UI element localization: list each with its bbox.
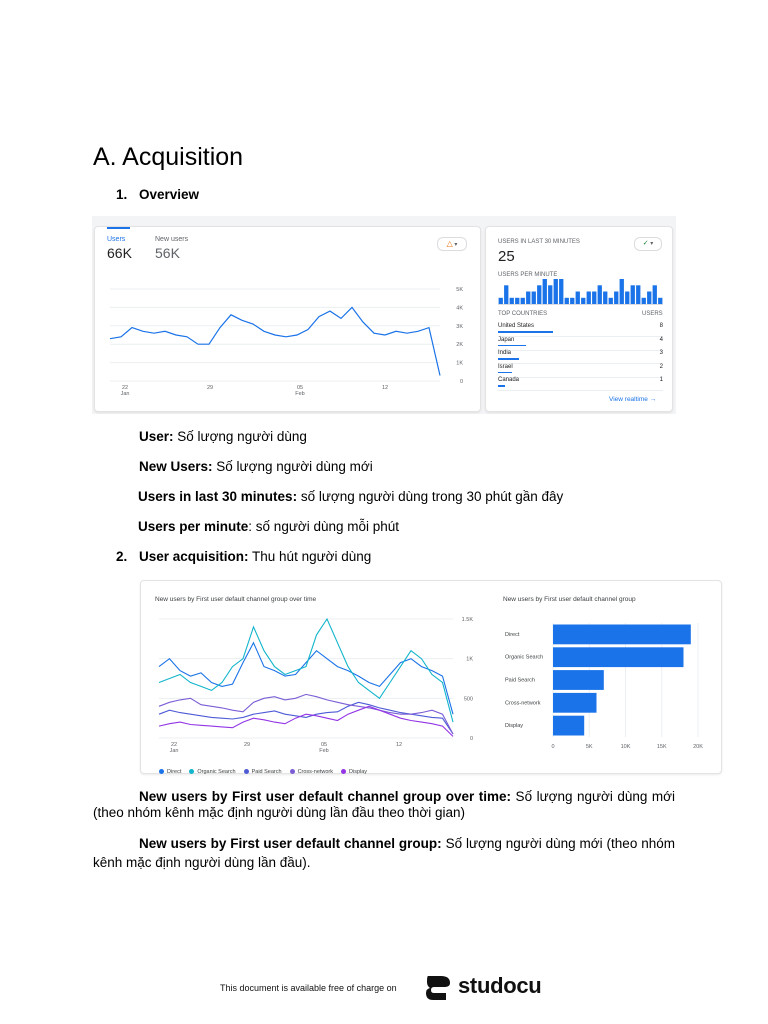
y-tick-label: 0	[459, 379, 463, 385]
x-tick-label: 5K	[585, 744, 593, 750]
line-chart-title: New users by First user default channel group over time	[155, 596, 317, 603]
bar-chart-title: New users by First user default channel group	[503, 596, 636, 603]
country-users: 1	[659, 377, 663, 383]
per-minute-bar	[625, 292, 629, 305]
realtime-label: USERS IN LAST 30 MINUTES	[498, 239, 580, 245]
country-row	[498, 377, 663, 391]
warning-icon: △	[446, 239, 453, 248]
channel-bar	[553, 647, 684, 667]
explanation-over-time	[93, 789, 675, 821]
per-minute-bar	[631, 285, 635, 304]
country-row	[498, 337, 663, 351]
series-line-organic-search	[159, 619, 453, 722]
per-minute-bar	[510, 298, 514, 304]
page-heading: A. Acquisition	[93, 143, 244, 171]
per-minute-bar	[565, 298, 569, 304]
x-tick-label: 22	[170, 742, 178, 748]
realtime-status-button[interactable]	[634, 237, 662, 251]
definition-term: Users in last 30 minutes:	[138, 489, 298, 504]
active-tab-indicator	[107, 227, 130, 229]
explanation-term: New users by First user default channel group over time:	[139, 789, 512, 804]
legend-label: Organic Search	[197, 768, 236, 775]
category-label: Organic Search	[505, 654, 544, 661]
country-users: 3	[659, 350, 663, 356]
realtime-value: 25	[498, 248, 515, 265]
legend-item[interactable]	[244, 769, 282, 775]
per-minute-bar	[504, 285, 508, 304]
y-tick-label: 0	[469, 736, 473, 742]
users-series-line	[110, 307, 440, 375]
legend-dot	[341, 769, 346, 774]
realtime-card	[485, 226, 673, 412]
per-minute-bar	[521, 298, 525, 304]
per-minute-bar	[603, 292, 607, 305]
dropdown-arrow-icon: ▾	[648, 241, 654, 247]
country-name: United States	[498, 323, 535, 329]
x-tick-label: 0	[551, 744, 555, 750]
definition-users-last-30-min	[138, 489, 563, 504]
per-minute-label: USERS PER MINUTE	[498, 272, 558, 278]
explanation-text: Số lượng người dùng mới (theo nhóm kênh mặc định người dùng lần đầu theo thời gian)	[93, 789, 675, 820]
users-per-minute-chart	[498, 279, 663, 305]
definition-text: số lượng người dùng trong 30 phút gần đây	[297, 489, 564, 504]
x-tick-label: 22	[121, 385, 129, 391]
per-minute-bar	[576, 292, 580, 305]
x-tick-label: 15K	[656, 744, 667, 750]
x-tick-label: 12	[381, 385, 389, 391]
legend-label: Direct	[167, 768, 182, 775]
dropdown-arrow-icon: ▾	[452, 242, 458, 248]
definition-users	[139, 429, 307, 444]
country-share-bar	[498, 345, 526, 347]
legend-label: Display	[349, 768, 368, 775]
x-tick-month-label: Jan	[169, 748, 179, 754]
legend-item[interactable]	[341, 769, 367, 775]
x-tick-month-label: Feb	[295, 391, 305, 397]
per-minute-bar	[570, 298, 574, 304]
check-circle-icon: ✓	[642, 240, 649, 247]
y-tick-label: 1K	[456, 360, 463, 367]
per-minute-bar	[614, 292, 618, 305]
x-tick-label: 10K	[620, 744, 631, 750]
per-minute-bar	[653, 285, 657, 304]
section-2-title: User acquisition:	[139, 549, 249, 564]
per-minute-bar	[658, 298, 662, 304]
new-users-metric-label[interactable]: New users	[155, 236, 189, 243]
category-label: Paid Search	[505, 677, 535, 684]
per-minute-bar	[636, 285, 640, 304]
new-users-metric-value: 56K	[155, 245, 180, 261]
definition-term: User:	[139, 429, 174, 444]
definition-term: Users per minute	[138, 519, 249, 534]
section-2-number: 2.	[116, 549, 128, 564]
y-tick-label: 5K	[456, 287, 463, 293]
definition-new-users	[139, 459, 373, 474]
country-row	[498, 323, 663, 337]
section-2-text: Thu hút người dùng	[248, 549, 372, 564]
insights-warning-button[interactable]	[437, 237, 467, 251]
legend-label: Paid Search	[251, 768, 282, 775]
x-tick-label: 05	[296, 385, 304, 391]
channel-line-chart	[141, 611, 481, 756]
per-minute-bar	[526, 292, 530, 305]
country-row	[498, 350, 663, 364]
users-metric-value: 66K	[107, 245, 132, 261]
legend-dot	[159, 769, 164, 774]
category-label: Direct	[505, 631, 520, 638]
x-tick-label: 12	[395, 742, 403, 748]
y-tick-label: 2K	[456, 342, 463, 349]
category-label: Cross-network	[505, 700, 541, 707]
per-minute-bar	[499, 298, 503, 304]
country-users: 8	[659, 323, 663, 329]
studocu-logo-icon	[424, 973, 454, 1003]
y-tick-label: 4K	[456, 305, 463, 312]
per-minute-bar	[548, 285, 552, 304]
acquisition-screenshot	[140, 580, 722, 774]
arrow-right-icon: →	[649, 396, 657, 403]
section-2-heading	[139, 549, 371, 564]
per-minute-bar	[587, 292, 591, 305]
category-label: Display	[505, 723, 524, 730]
x-tick-month-label: Jan	[120, 391, 130, 397]
definition-text: : số người dùng mỗi phút	[248, 519, 400, 534]
channel-legend	[159, 761, 375, 779]
per-minute-bar	[592, 292, 596, 305]
x-tick-label: 20K	[693, 744, 703, 750]
country-name: Japan	[498, 336, 515, 343]
per-minute-bar	[554, 279, 558, 304]
series-line-paid-search	[159, 702, 453, 734]
x-tick-month-label: Feb	[319, 748, 329, 754]
legend-dot	[244, 769, 249, 774]
top-countries-label: TOP COUNTRIES	[498, 311, 548, 317]
per-minute-bar	[581, 298, 585, 304]
per-minute-bar	[598, 285, 602, 304]
overview-screenshot	[92, 216, 676, 414]
legend-item[interactable]	[159, 769, 181, 775]
channel-bar-chart	[496, 617, 718, 757]
definition-term: New Users:	[139, 459, 213, 474]
definition-text: Số lượng người dùng mới	[212, 459, 373, 474]
per-minute-bar	[559, 279, 563, 304]
per-minute-bar	[543, 279, 547, 304]
per-minute-bar	[609, 298, 613, 304]
users-overview-card	[94, 226, 481, 412]
channel-bar	[553, 693, 597, 713]
footer-text: This document is available free of charge on	[220, 983, 397, 993]
view-realtime-label: View realtime	[609, 396, 648, 403]
y-tick-label: 3K	[456, 323, 463, 330]
x-tick-label: 29	[206, 385, 214, 391]
per-minute-bar	[532, 292, 536, 305]
per-minute-bar	[620, 279, 624, 304]
country-name: Israel	[498, 363, 513, 370]
explanation-text: Số lượng người dùng mới (theo nhóm kênh mặc định người dùng lần đầu).	[93, 836, 675, 870]
country-share-bar	[498, 331, 553, 333]
definition-text: Số lượng người dùng	[173, 429, 307, 444]
legend-label: Cross-network	[297, 768, 334, 775]
country-row	[498, 364, 663, 378]
series-line-display	[159, 706, 453, 736]
x-tick-label: 29	[243, 742, 251, 748]
view-realtime-link[interactable]	[609, 396, 656, 403]
country-name: India	[498, 350, 512, 356]
legend-item[interactable]	[189, 769, 235, 775]
y-tick-label: 500	[463, 696, 473, 703]
x-tick-label: 05	[320, 742, 328, 748]
section-1-title: Overview	[139, 187, 200, 202]
users-line-chart	[95, 271, 480, 401]
per-minute-bar	[515, 298, 519, 304]
top-countries-list	[498, 323, 663, 393]
channel-bar	[553, 670, 604, 690]
country-users: 4	[659, 336, 663, 343]
y-tick-label: 1.5K	[461, 617, 473, 623]
legend-item[interactable]	[290, 769, 333, 775]
explanation-channel-group	[93, 834, 675, 872]
per-minute-bar	[647, 292, 651, 305]
country-users: 2	[659, 363, 663, 370]
per-minute-bar	[537, 285, 541, 304]
y-tick-label: 1K	[466, 656, 473, 663]
legend-dot	[290, 769, 295, 774]
studocu-brand: studocu	[458, 973, 542, 998]
country-name: Canada	[498, 377, 520, 383]
country-share-bar	[498, 358, 519, 360]
per-minute-bar	[642, 298, 646, 304]
channel-bar	[553, 716, 584, 736]
explanation-term: New users by First user default channel group:	[139, 836, 442, 851]
users-metric-label[interactable]: Users	[107, 236, 126, 243]
legend-dot	[189, 769, 194, 774]
definition-users-per-minute	[138, 519, 399, 534]
section-1-number: 1.	[116, 187, 128, 202]
channel-bar	[553, 625, 691, 645]
users-column-label: USERS	[642, 311, 663, 317]
country-share-bar	[498, 385, 505, 387]
country-share-bar	[498, 372, 512, 374]
